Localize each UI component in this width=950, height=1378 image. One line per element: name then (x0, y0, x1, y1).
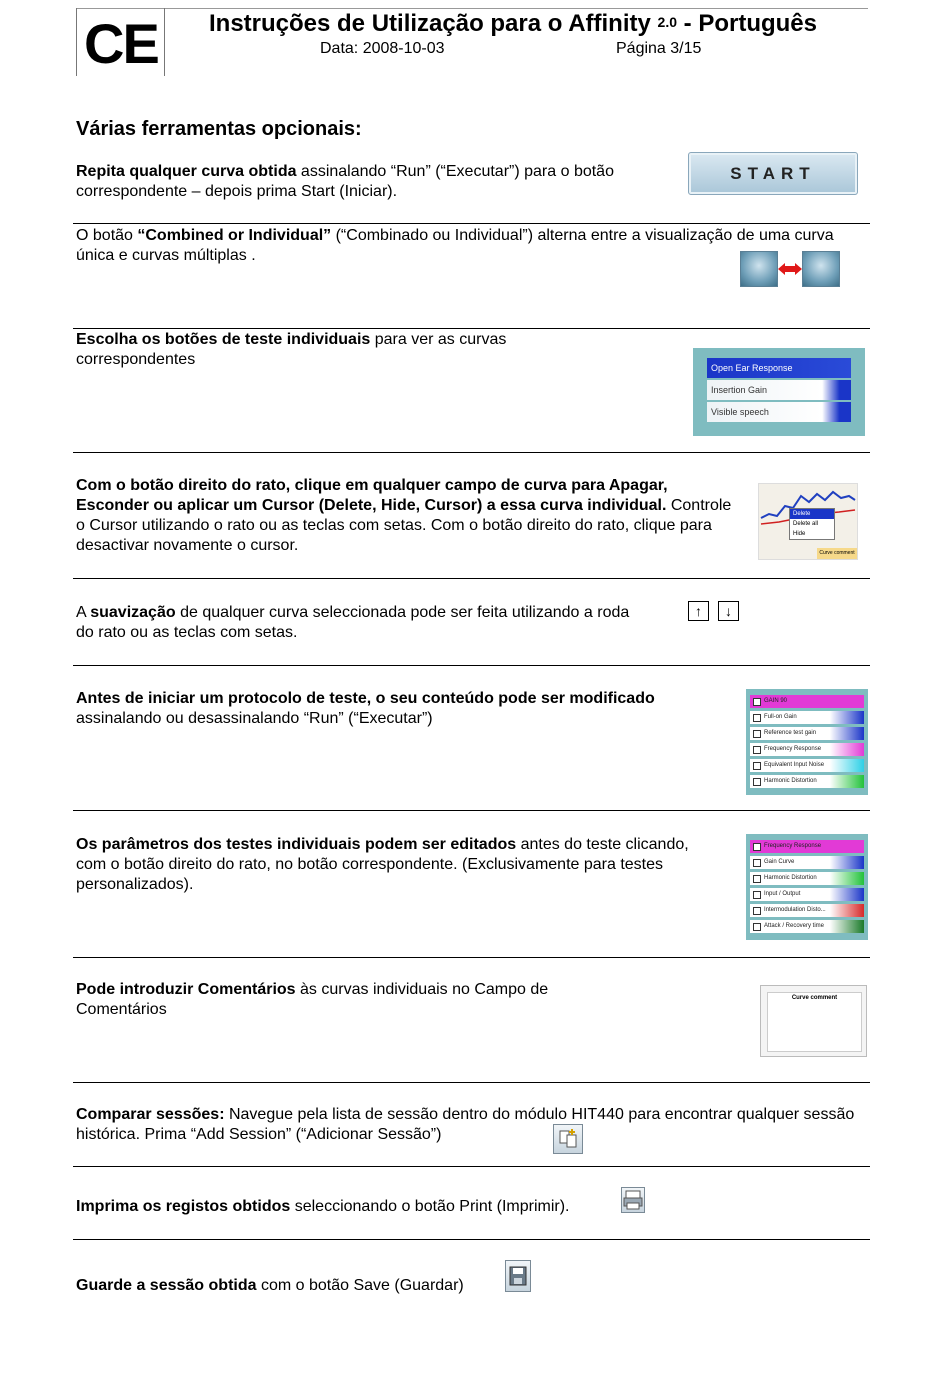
add-session-glyph (554, 1125, 582, 1153)
parameter-item[interactable]: Intermodulation Disto... (750, 904, 864, 917)
multiple-curves-icon[interactable] (802, 251, 840, 287)
printer-glyph (622, 1188, 644, 1212)
item-text: às curvas individuais no Campo de Comentários (76, 981, 549, 1018)
item-prefix: O botão (76, 227, 138, 244)
item-print (76, 1197, 636, 1217)
context-menu (789, 508, 835, 540)
arrow-up-key-icon: ↑ (688, 601, 709, 621)
item-text: Controle o Cursor utilizando o rato ou as teclas com setas. Com o botão direito do rato, clique para desactivar novamente o cursor. (76, 497, 732, 554)
context-menu-delete-all[interactable]: Delete all (793, 521, 819, 527)
protocol-item[interactable]: Equivalent Input Noise (750, 759, 864, 772)
curve-comment-field[interactable]: Curve comment (767, 992, 862, 1052)
item-bold: Os parâmetros dos testes individuais podem ser editados (76, 836, 517, 853)
parameter-item[interactable]: Gain Curve (750, 856, 864, 869)
protocol-item[interactable]: Frequency Response (750, 743, 864, 756)
divider (73, 328, 870, 329)
context-menu-hide[interactable]: Hide (793, 531, 806, 537)
item-individual-tests (76, 330, 576, 370)
parameter-item[interactable]: Frequency Response (750, 840, 864, 853)
floppy-disk-glyph (506, 1261, 530, 1291)
start-button[interactable]: START (688, 152, 858, 195)
item-prefix: A (76, 604, 91, 621)
protocol-item[interactable]: Reference test gain (750, 727, 864, 740)
item-protocol-modify (76, 689, 726, 729)
open-ear-response-button[interactable]: Open Ear Response (707, 358, 851, 378)
item-text: (“Combinado ou Individual”) alterna entre a visualização de uma curva única e curvas múltiplas . (76, 227, 834, 264)
curve-comment-label: Curve comment (817, 548, 857, 559)
item-bold: Com o botão direito do rato, clique em qualquer campo de curva para Apagar, Esconder ou aplicar um Cursor (Delete, Hide, Cursor) a essa curva individual. (76, 477, 668, 514)
divider (73, 578, 870, 579)
divider (73, 1166, 870, 1167)
arrow-down-key-icon: ↓ (718, 601, 739, 621)
item-text: antes do teste clicando, com o botão direito do rato, no botão correspondente. (Exclusivamente para testes personalizados). (76, 836, 689, 893)
item-text: assinalando “Run” (“Executar”) para o botão correspondente – depois prima Start (Iniciar). (76, 163, 614, 200)
insertion-gain-button[interactable]: Insertion Gain (707, 380, 851, 400)
parameter-item[interactable]: Attack / Recovery time (750, 920, 864, 933)
item-compare-sessions (76, 1105, 871, 1145)
item-right-click-curve (76, 476, 741, 556)
item-bold: Pode introduzir Comentários (76, 981, 296, 998)
item-text: de qualquer curva seleccionada pode ser feita utilizando a roda (175, 604, 630, 621)
section-title: Várias ferramentas opcionais: (76, 118, 362, 140)
visible-speech-button[interactable]: Visible speech (707, 402, 851, 422)
print-icon[interactable] (621, 1187, 645, 1213)
divider (73, 223, 870, 224)
item-bold: Imprima os registos obtidos (76, 1198, 291, 1215)
item-bold: Escolha os botões de teste individuais (76, 331, 371, 348)
divider (73, 810, 870, 811)
divider (73, 665, 870, 666)
item-text: seleccionando o botão Print (Imprimir). (290, 1198, 570, 1215)
item-bold: Comparar sessões: (76, 1106, 225, 1123)
comment-field-image (760, 985, 867, 1057)
divider (73, 1082, 870, 1083)
toggle-arrow-icon (778, 262, 802, 276)
divider (73, 1239, 870, 1240)
item-repeat-curve (76, 162, 676, 202)
protocol-list-panel (746, 689, 868, 795)
parameter-item[interactable]: Input / Output (750, 888, 864, 901)
item-text-2: do rato ou as teclas com setas. (76, 624, 298, 641)
item-text: Navegue pela lista de sessão dentro do módulo HIT440 para encontrar qualquer sessão histórica. Prima “Add Session” (“Adicionar Sessão”) (76, 1106, 855, 1143)
add-session-icon[interactable] (553, 1124, 583, 1154)
protocol-item[interactable]: GAIN 90 (750, 695, 864, 708)
item-bold: Guarde a sessão obtida (76, 1277, 257, 1294)
protocol-item[interactable]: Harmonic Distortion (750, 775, 864, 788)
item-comments (76, 980, 636, 1020)
item-smoothing (76, 603, 696, 643)
item-bold: Antes de iniciar um protocolo de teste, o seu conteúdo pode ser modificado (76, 690, 655, 707)
single-curve-icon[interactable] (740, 251, 778, 287)
test-buttons-panel (693, 348, 865, 436)
item-bold: “Combined or Individual” (137, 227, 332, 244)
divider (73, 957, 870, 958)
header-page: Página 3/15 (616, 40, 702, 57)
item-save (76, 1276, 576, 1296)
parameter-item[interactable]: Harmonic Distortion (750, 872, 864, 885)
context-menu-delete[interactable]: Delete (790, 509, 834, 519)
page-title (168, 8, 858, 40)
title-text: Instruções de Utilização para o Affinity (208, 10, 651, 37)
title-version: 2.0 (657, 14, 677, 30)
curve-context-menu-image (758, 483, 858, 560)
item-text: assinalando ou desassinalando “Run” (“Executar”) (76, 710, 433, 727)
ce-logo: CE (84, 12, 158, 75)
divider (73, 452, 870, 453)
title-language: - Português (677, 10, 818, 37)
item-bold: Repita qualquer curva obtida (76, 163, 297, 180)
save-icon[interactable] (505, 1260, 531, 1292)
item-text: para ver as curvas correspondentes (76, 331, 507, 368)
protocol-item[interactable]: Full-on Gain (750, 711, 864, 724)
item-edit-parameters (76, 835, 716, 895)
parameter-list-panel (746, 834, 868, 940)
header-date: Data: 2008-10-03 (320, 40, 445, 57)
item-text: com o botão Save (Guardar) (256, 1277, 464, 1294)
item-bold: suavização (90, 604, 176, 621)
